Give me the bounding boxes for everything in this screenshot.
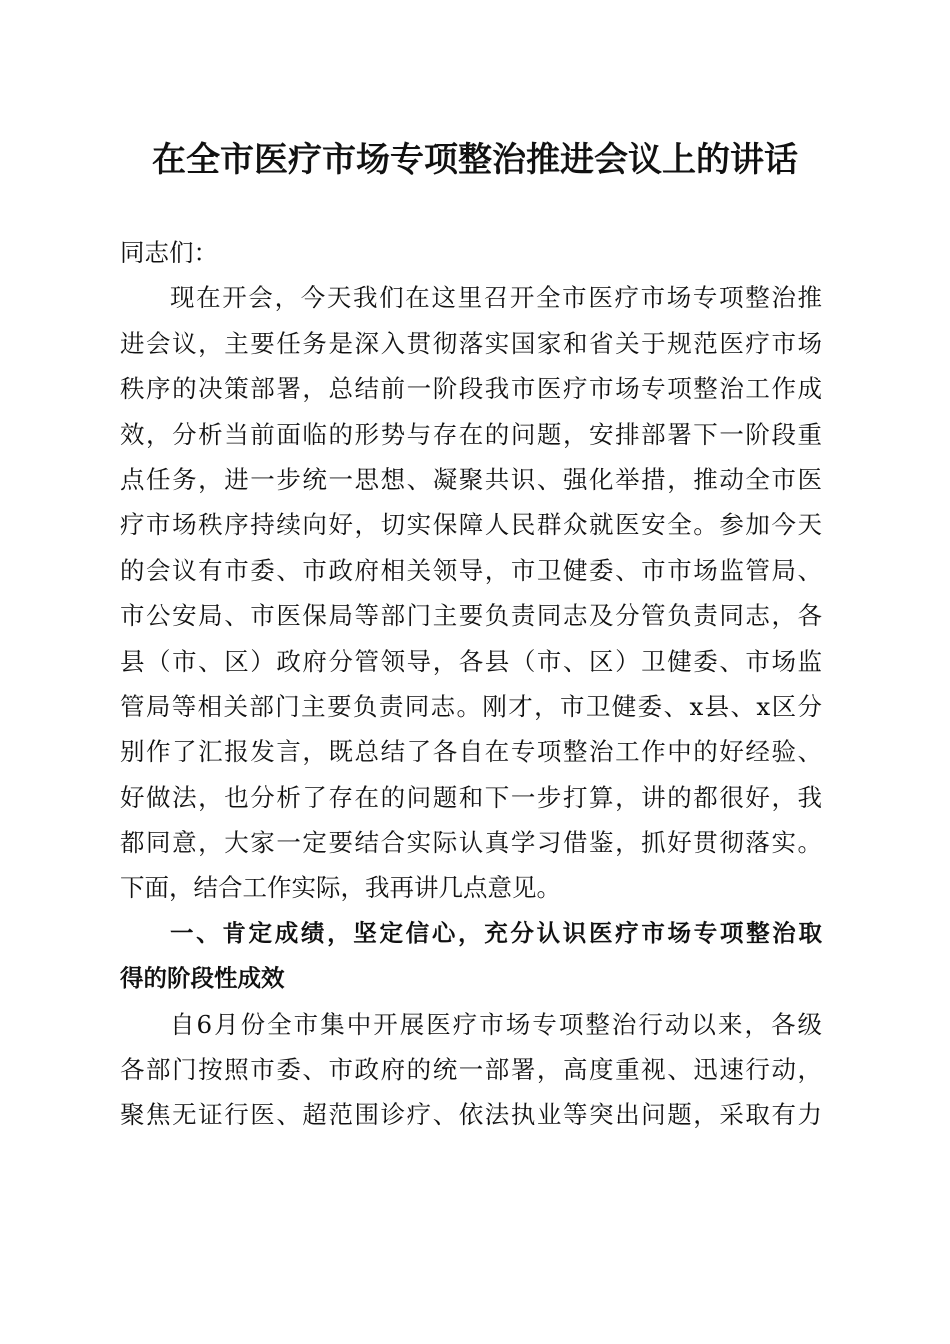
text-line: 的会议有市委、市政府相关领导，市卫健委、市市场监管局、 <box>120 555 822 585</box>
text-line: 管局等相关部门主要负责同志。刚才，市卫健委、x县、x区分 <box>120 691 822 721</box>
text-line: 别作了汇报发言，既总结了各自在专项整治工作中的好经验、 <box>120 737 822 767</box>
text-line: 自6月份全市集中开展医疗市场专项整治行动以来，各级 <box>170 1009 822 1039</box>
text-line: 秩序的决策部署，总结前一阶段我市医疗市场专项整治工作成 <box>120 374 822 404</box>
text-line: 疗市场秩序持续向好，切实保障人民群众就医安全。参加今天 <box>120 510 822 540</box>
text-line: 都同意，大家一定要结合实际认真学习借鉴，抓好贯彻落实。 <box>120 828 822 858</box>
paragraph-intro <box>120 275 822 910</box>
salutation: 同志们： <box>120 238 218 267</box>
text-line: 下面，结合工作实际，我再讲几点意见。 <box>120 873 561 903</box>
text-line: 聚焦无证行医、超范围诊疗、依法执业等突出问题，采取有力 <box>120 1100 822 1130</box>
text-line: 县（市、区）政府分管领导，各县（市、区）卫健委、市场监 <box>120 646 822 676</box>
text-line: 各部门按照市委、市政府的统一部署，高度重视、迅速行动， <box>120 1055 822 1085</box>
heading-line: 得的阶段性成效 <box>120 964 285 993</box>
section-heading-1 <box>120 911 822 1002</box>
text-line: 进会议，主要任务是深入贯彻落实国家和省关于规范医疗市场 <box>120 328 822 358</box>
text-line: 现在开会，今天我们在这里召开全市医疗市场专项整治推 <box>170 283 822 313</box>
text-line: 好做法，也分析了存在的问题和下一步打算，讲的都很好，我 <box>120 782 822 812</box>
text-line: 点任务，进一步统一思想、凝聚共识、强化举措，推动全市医 <box>120 464 822 494</box>
document-body <box>120 230 822 1138</box>
paragraph-section-1 <box>120 1002 822 1138</box>
text-line: 市公安局、市医保局等部门主要负责同志及分管负责同志，各 <box>120 601 822 631</box>
document-title: 在全市医疗市场专项整治推进会议上的讲话 <box>152 140 798 180</box>
heading-line: 一、肯定成绩，坚定信心，充分认识医疗市场专项整治取 <box>170 918 822 947</box>
text-line: 效，分析当前面临的形势与存在的问题，安排部署下一阶段重 <box>120 419 822 449</box>
